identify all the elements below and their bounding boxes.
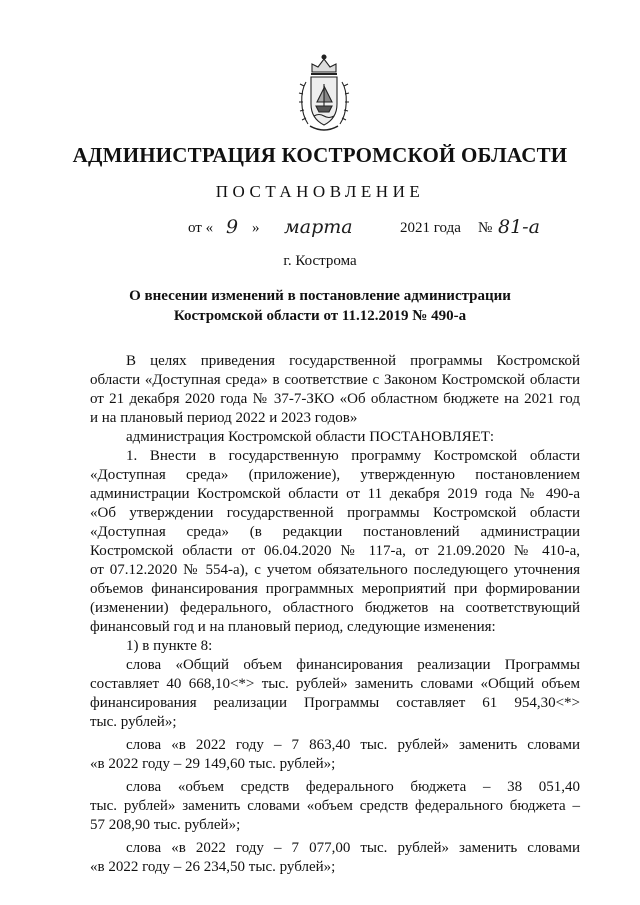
body-line: составляет 40 668,10<*> тыс. рублей» заменить словами «Общий объем [90, 676, 580, 692]
city: г. Кострома [283, 253, 357, 269]
organization-name: АДМИНИСТРАЦИЯ КОСТРОМСКОЙ ОБЛАСТИ [72, 143, 568, 167]
body-line: «Доступная среда» (приложение), утвержденную постановлением [90, 467, 580, 483]
body-line: финансовый год и на плановый период, следующие изменения: [90, 619, 496, 635]
body-line: «Доступная среда» (в редакции постановлений администрации [90, 524, 580, 540]
body-line: от 07.12.2020 № 554-а), с учетом обязательного последующего уточнения [90, 562, 580, 578]
date-prefix: от « [188, 220, 214, 236]
number-label: № [478, 220, 493, 236]
date-month: марта [284, 216, 353, 238]
kostroma-coat-of-arms-icon [296, 52, 352, 136]
subject-line: О внесении изменений в постановление администрации [129, 288, 511, 304]
date-mid: » [252, 220, 260, 236]
body-line: «Об утверждении государственной программы Костромской области [90, 505, 580, 521]
body-line: и на плановый период 2022 и 2023 годов» [90, 410, 358, 426]
body-line: тыс. рублей» заменить словами «объем средств федерального бюджета – [90, 798, 580, 814]
body-line: слова «объем средств федерального бюджета – 38 051,40 [126, 779, 580, 795]
date-year: 2021 года [400, 220, 461, 236]
document-number: 81-а [498, 216, 540, 238]
body-line: финансирования реализации Программы составляет 61 954,30<*> [90, 695, 580, 711]
body-line: Костромской области от 06.04.2020 № 117-а, от 21.09.2020 № 410-а, [90, 543, 580, 559]
date-line [188, 216, 568, 246]
body-line: (изменении) федерального, областного бюджетов на соответствующий [90, 600, 580, 616]
body-line: «в 2022 году – 26 234,50 тыс. рублей»; [90, 859, 336, 875]
body-line: слова «в 2022 году – 7 077,00 тыс. рублей» заменить словами [126, 840, 580, 856]
body-line: слова «Общий объем финансирования реализации Программы [126, 657, 580, 673]
body-line: области «Доступная среда» в соответствие с Законом Костромской области [90, 372, 580, 388]
body-line: слова «в 2022 году – 7 863,40 тыс. рублей» заменить словами [126, 737, 580, 753]
body-line: В целях приведения государственной программы Костромской [126, 353, 580, 369]
body-line: «в 2022 году – 29 149,60 тыс. рублей»; [90, 756, 336, 772]
body-line: администрации Костромской области от 11 декабря 2019 года № 490-а [90, 486, 580, 502]
body-line: 1. Внести в государственную программу Костромской области [126, 448, 580, 464]
body-line: 1) в пункте 8: [126, 638, 213, 654]
document-subject [100, 286, 540, 326]
body-line: тыс. рублей»; [90, 714, 177, 730]
document-type: ПОСТАНОВЛЕНИЕ [215, 182, 425, 201]
body-line: объемов финансирования программных мероприятий при формировании [90, 581, 580, 597]
body-line: администрация Костромской области ПОСТАНОВЛЯЕТ: [126, 429, 495, 445]
date-day: 9 [226, 216, 239, 238]
subject-line: Костромской области от 11.12.2019 № 490-а [173, 308, 467, 324]
body-line: 57 208,90 тыс. рублей»; [90, 817, 241, 833]
body-line: от 21 декабря 2020 года № 37-7-ЗКО «Об областном бюджете на 2021 год [90, 391, 580, 407]
